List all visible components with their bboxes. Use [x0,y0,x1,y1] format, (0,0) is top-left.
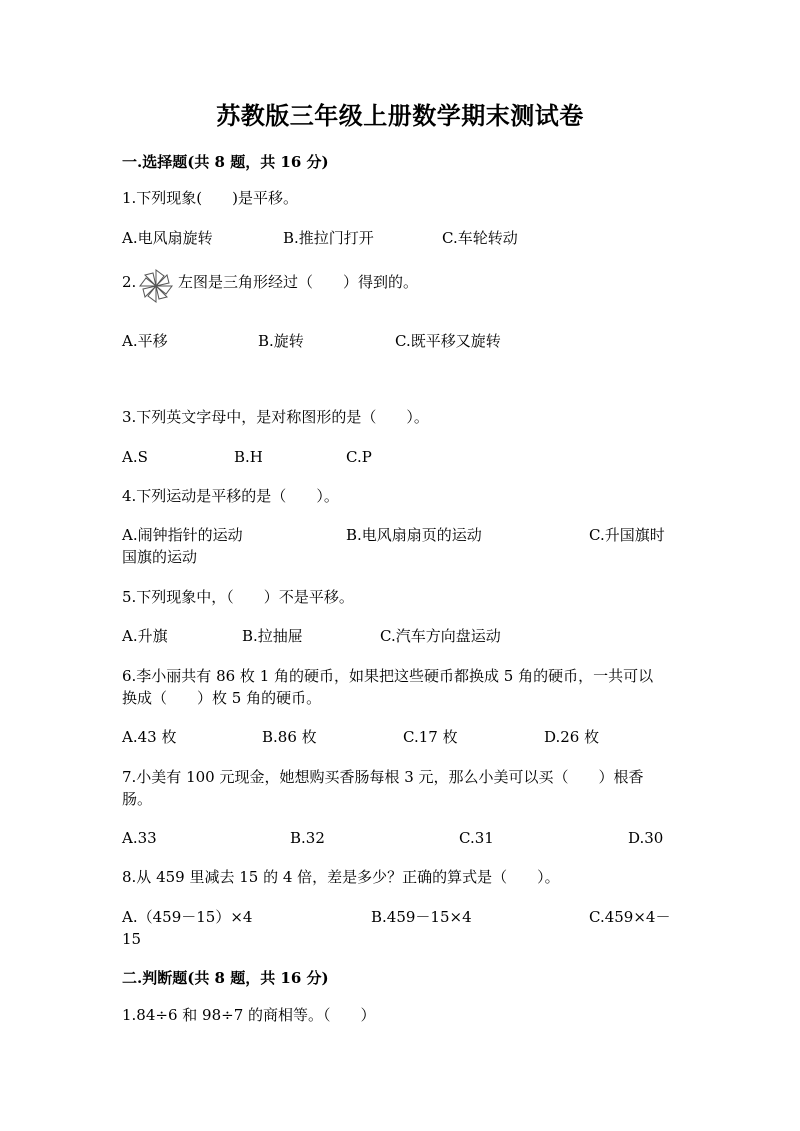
q5-option-b: B.拉抽屉 [242,627,303,645]
q6-option-c: C.17 枚 [403,728,458,746]
q3-option-c: C.P [346,448,372,466]
question-6-line-1: 6.李小丽共有 86 枚 1 角的硬币，如果把这些硬币都换成 5 角的硬币，一共可以 [122,667,654,685]
question-7-line-1: 7.小美有 100 元现金，她想购买香肠每根 3 元，那么小美可以买（ ）根香 [122,768,644,786]
q2-option-a: A.平移 [122,332,168,350]
q4-option-b: B.电风扇扇页的运动 [346,526,482,544]
q7-option-b: B.32 [290,829,325,847]
q4-option-c-wrap: 国旗的运动 [122,548,198,566]
q6-option-d: D.26 枚 [544,728,600,746]
q7-option-a: A.33 [122,829,157,847]
page-title: 苏教版三年级上册数学期末测试卷 [216,101,584,130]
q8-option-c: C.459×4－ [589,908,671,926]
q7-option-d: D.30 [628,829,664,847]
question-1: 1.下列现象( )是平移。 [122,189,299,207]
q4-option-c: C.升国旗时 [589,526,665,544]
section-heading-judgement: 二.判断题(共 8 题，共 16 分) [122,969,329,987]
question-4: 4.下列运动是平移的是（ ）。 [122,487,339,505]
question-2: 左图是三角形经过（ ）得到的。 [178,273,419,291]
question-8: 8.从 459 里减去 15 的 4 倍，差是多少？正确的算式是（ ）。 [122,868,560,886]
q5-option-c: C.汽车方向盘运动 [380,627,501,645]
q2-option-c: C.既平移又旋转 [395,332,501,350]
q3-option-b: B.H [234,448,263,466]
question-5: 5.下列现象中，（ ）不是平移。 [122,588,354,606]
section-heading-choice: 一.选择题(共 8 题，共 16 分) [122,153,329,171]
question-2-number: 2. [122,273,137,291]
judgement-1: 1.84÷6 和 98÷7 的商相等。（ ） [122,1006,376,1024]
q6-option-a: A.43 枚 [122,728,177,746]
q1-option-c: C.车轮转动 [442,229,518,247]
q3-option-a: A.S [122,448,148,466]
question-7-line-2: 肠。 [122,790,153,808]
pinwheel-triangles-icon [138,268,174,304]
q8-option-b: B.459－15×4 [371,908,472,926]
q1-option-a: A.电风扇旋转 [122,229,213,247]
q6-option-b: B.86 枚 [262,728,317,746]
q2-option-b: B.旋转 [258,332,304,350]
q7-option-c: C.31 [459,829,494,847]
q1-option-b: B.推拉门打开 [283,229,374,247]
q8-option-a: A.（459－15）×4 [122,908,253,926]
question-3: 3.下列英文字母中，是对称图形的是（ ）。 [122,408,429,426]
question-6-line-2: 换成（ ）枚 5 角的硬币。 [122,689,322,707]
q5-option-a: A.升旗 [122,627,168,645]
q8-option-c-wrap: 15 [122,930,142,948]
q4-option-a: A.闹钟指针的运动 [122,526,243,544]
